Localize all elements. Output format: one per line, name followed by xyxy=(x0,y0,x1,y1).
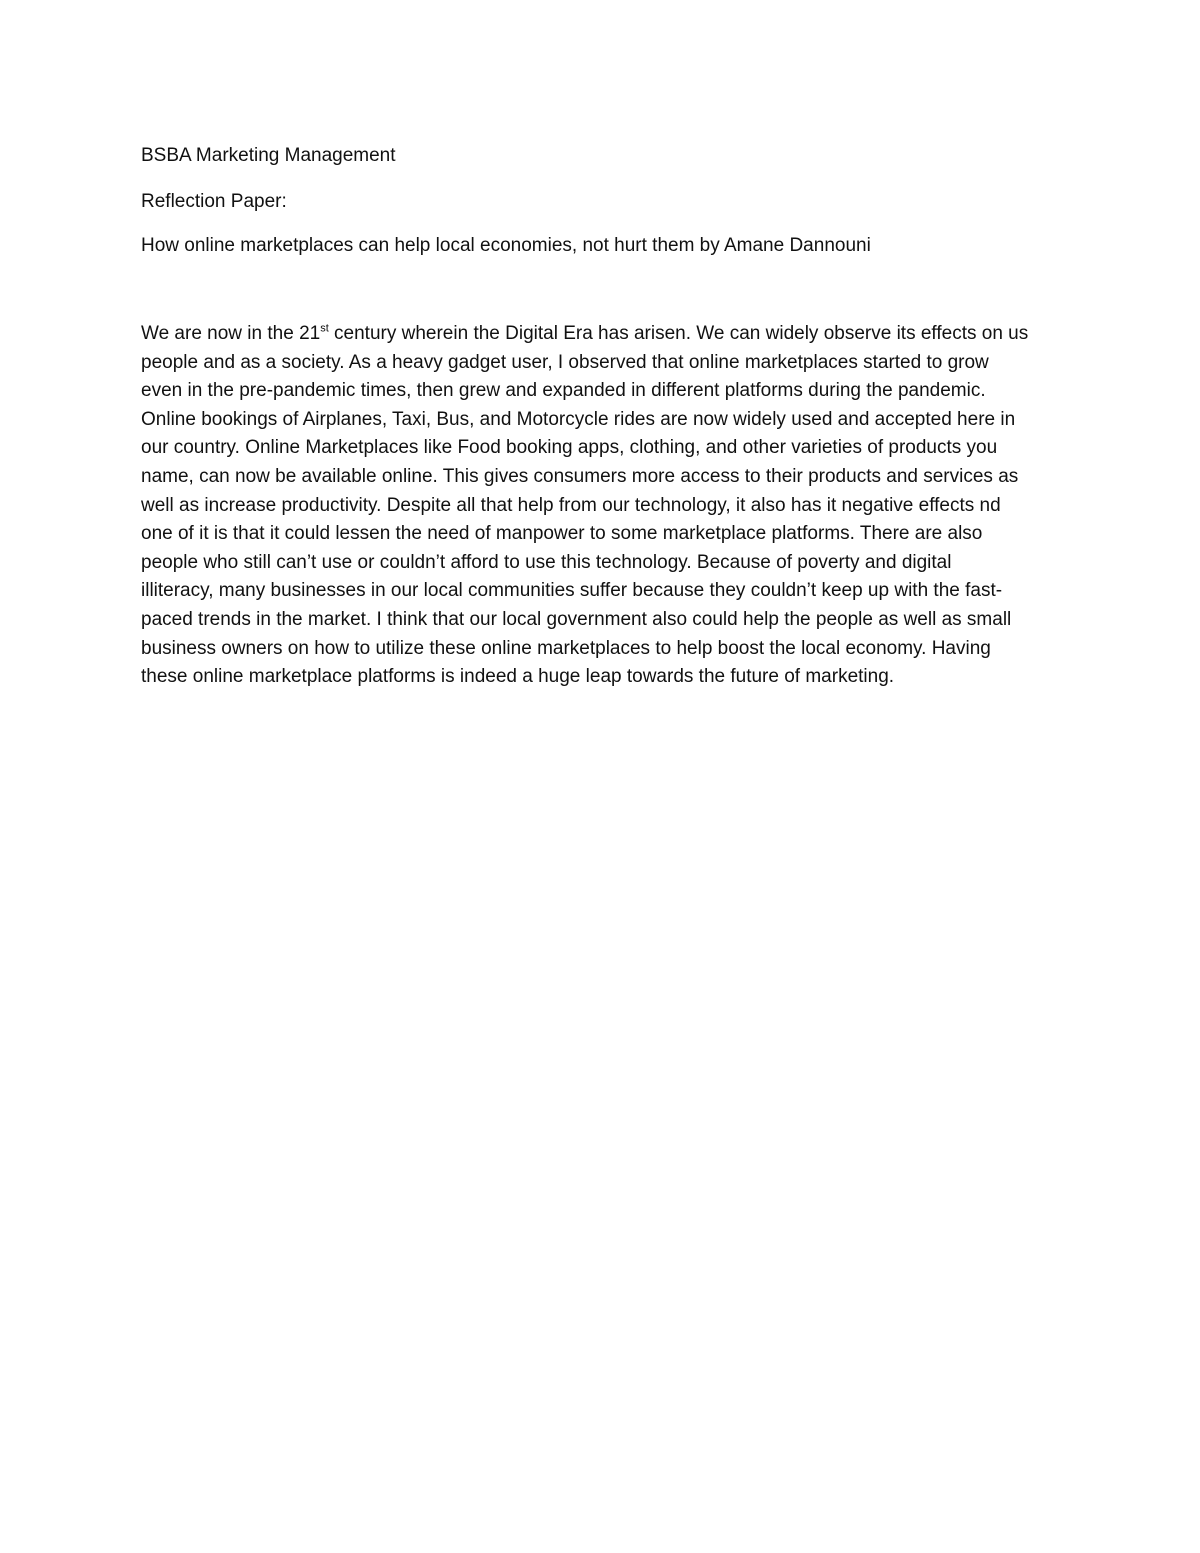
program-heading: BSBA Marketing Management xyxy=(141,145,396,166)
body-line: even in the pre-pandemic times, then grew and expanded in different platforms during the pandemic. xyxy=(141,380,986,402)
body-line: these online marketplace platforms is indeed a huge leap towards the future of marketing. xyxy=(141,666,895,688)
body-line: business owners on how to utilize these online marketplaces to help boost the local economy. Having xyxy=(141,637,991,659)
body-line: name, can now be available online. This gives consumers more access to their products and services as xyxy=(141,465,1019,487)
ordinal-suffix: st xyxy=(320,322,329,335)
body-line-start: We are now in the 21 xyxy=(141,323,321,344)
body-line: people and as a society. As a heavy gadget user, I observed that online marketplaces started to grow xyxy=(141,351,989,373)
body-line: well as increase productivity. Despite all that help from our technology, it also has it negative effects nd xyxy=(141,494,1001,516)
body-line: one of it is that it could lessen the need of manpower to some marketplace platforms. There are also xyxy=(141,523,983,545)
body-line: our country. Online Marketplaces like Food booking apps, clothing, and other varieties of products you xyxy=(141,437,998,459)
body-line: Online bookings of Airplanes, Taxi, Bus, and Motorcycle rides are now widely used and accepted here in xyxy=(141,408,1016,430)
body-line-end: century wherein the Digital Era has arisen. We can widely observe its effects on us xyxy=(328,323,1029,344)
paper-type-heading: Reflection Paper: xyxy=(141,191,287,212)
body-paragraph xyxy=(141,320,1071,692)
body-line xyxy=(141,320,1071,349)
body-line: people who still can’t use or couldn’t afford to use this technology. Because of poverty and digital xyxy=(141,551,952,573)
body-line: illiteracy, many businesses in our local communities suffer because they couldn’t keep up with the fast- xyxy=(141,580,1003,602)
paper-title: How online marketplaces can help local economies, not hurt them by Amane Dannouni xyxy=(141,235,871,256)
body-line: paced trends in the market. I think that our local government also could help the people as well as small xyxy=(141,608,1012,630)
